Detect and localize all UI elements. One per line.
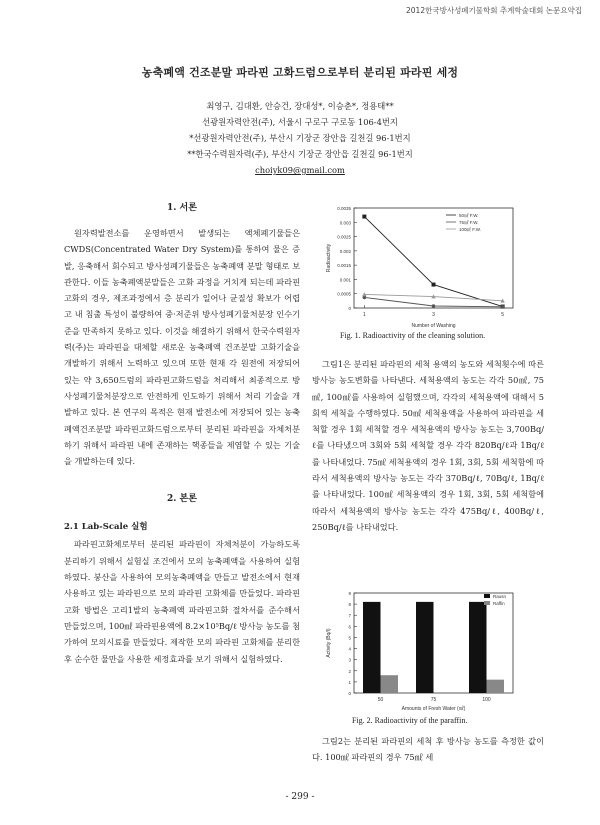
fig2-bar-chart (318, 585, 543, 717)
body-heading: 2. 본론 (167, 494, 197, 505)
legend-label: 50㎖ F.W. (459, 212, 479, 218)
x-tick-label: 75 (430, 697, 437, 703)
legend-label: 75㎖ F.W. (459, 219, 479, 225)
legend-swatch (484, 601, 490, 605)
figure-1 (318, 200, 543, 335)
x-tick-label: 5 (501, 312, 505, 318)
y-tick-label: 2 (348, 668, 351, 674)
fig1-caption: Fig. 1. Radioactivity of the cleaning solution. (340, 331, 486, 340)
y-tick-label: 0.0025 (337, 234, 351, 240)
data-point (362, 215, 366, 219)
y-tick-label: 0.0015 (337, 263, 351, 269)
x-tick-label: 50 (377, 697, 384, 703)
x-axis-label: Amounts of Fresh Water (㎖) (401, 706, 466, 712)
y-axis-label: Radioactivity (326, 243, 332, 273)
author-names: 최영구, 김대환, 안승건, 장대성*, 이승춘*, 정용태** (206, 101, 394, 111)
data-point (501, 305, 505, 309)
intro-heading: 1. 서론 (167, 203, 197, 213)
legend-label: Raffin (493, 601, 505, 606)
paper-title: 농축폐액 건조분말 파라핀 고화드럼으로부터 분리된 파라핀 세정 (141, 66, 459, 79)
y-tick-label: 0.003 (339, 220, 351, 226)
y-axis-label: Activity (Bq/l) (326, 628, 332, 658)
author-block (0, 98, 600, 178)
author-email[interactable]: choiyk09@gmail.com (255, 165, 345, 175)
y-tick-label: 0.0005 (337, 291, 351, 297)
plot-frame (354, 208, 513, 308)
bar (469, 602, 486, 693)
bar (381, 675, 398, 693)
fig2-caption: Fig. 2. Radioactivity of the paraffin. (352, 716, 468, 725)
y-tick-label: 0 (348, 306, 351, 311)
conference-header: 2012한국방사성폐기물학회 추계학술대회 논문요약집 (406, 6, 582, 15)
intro-paragraph: 원자력발전소를 운영하면서 발생되는 액체폐기물들은 CWDS(Concentrated Water Dry System)를 통하여 물은 증발, 응축해서 회수되고 방사성폐기물들은 농축폐액 분말 형태로 보관한다. 이들 농축폐액분말들은 고화 과정을 거치게 되는데 파라핀 고화의 경우, 제조과정에서 층 분리가 일어나 균질성 확보가 어렵고 내 침출 특성이 불량하여 중·저준위 방사성폐기물처분장 인수기준을 만족하지 못하고 있다. 이것을 해결하기 위해서 한국수력원자력(주)는 파라핀을 대체할 새로운 농축폐액 건조분말 고화기술을 개발하기 위해서 노력하고 있으며 또한 현재 각 원전에 저장되어 있는 약 3,650드럼의 파라핀고화드럼을 처리해서 최종적으로 방사성폐기물처분장으로 안전하게 인도하기 위해서 처리 기술을 개발하고 있다. 본 연구의 목적은 현재 발전소에 저장되어 있는 농축폐액건조분말 파라핀고화드럼으로부터 분리된 파라핀을 자체처분하기 위해서 파라핀 내에 존재하는 핵종들을 제염할 수 있는 기술을 개발하는데 있다. (64, 228, 300, 467)
x-tick-label: 1 (362, 312, 366, 318)
y-tick-label: 0.001 (339, 277, 351, 283)
y-tick-label: 4 (348, 646, 351, 652)
y-tick-label: 7 (348, 613, 351, 619)
legend-swatch (484, 594, 490, 598)
subsection-paragraph: 파라핀고화체로부터 분리된 파라핀이 자체처분이 가능하도록 분리하기 위해서 실험실 조건에서 모의 농축폐액을 사용하여 실험하였다. 붕산을 사용하여 모의농축폐액을 만들고 발전소에서 현재 사용하고 있는 파라핀으로 모의 파라핀 고화체를 만들었다. 파라핀고화 방법은 고리1발의 농축폐액 파라핀고화 절차서를 준수해서 만들었으며, 100㎖ 파라핀용액에 8.2×10⁵Bq/ℓ 방사능 농도를 첨가하여 모의시료를 만들었다. 제작한 모의 파라핀 고화체를 분리한 후 순수한 물만을 사용한 세정효과를 보기 위해서 실험하였다. (64, 539, 300, 664)
x-axis-label: Number of Washing (411, 323, 456, 329)
x-tick-label: 3 (432, 312, 435, 318)
y-tick-label: 0.002 (339, 248, 351, 254)
y-tick-label: 0 (348, 691, 351, 696)
figure2-discussion: 그림2는 분리된 파라핀의 세척 후 방사능 농도를 측정한 값이다. 100㎖ 파라핀의 경우 75㎖ 세 (312, 736, 544, 763)
data-point (432, 304, 436, 308)
affiliation-1: 선광원자력안전(주), 서울시 구로구 구로동 106-4번지 (202, 117, 398, 127)
y-tick-label: 9 (348, 591, 351, 596)
bar (487, 680, 504, 693)
bar (416, 602, 433, 693)
bar (363, 602, 380, 693)
fig1-line-chart (318, 200, 543, 335)
figure-2 (318, 585, 543, 717)
y-tick-label: 0.0035 (337, 206, 351, 211)
page-number: - 299 - (285, 792, 315, 802)
affiliation-2: *선광원자력안전(주), 부산시 기장군 장안읍 길천길 96-1번지 (189, 133, 411, 143)
y-tick-label: 1 (348, 679, 351, 685)
y-tick-label: 3 (348, 657, 351, 663)
y-tick-label: 8 (348, 602, 351, 608)
y-tick-label: 5 (348, 635, 351, 641)
subsection-heading: 2.1 Lab-Scale 실험 (64, 522, 148, 533)
left-column (64, 200, 300, 667)
y-tick-label: 6 (348, 624, 351, 630)
x-tick-label: 100 (482, 697, 491, 703)
figure1-discussion: 그림1은 분리된 파라핀의 세척 용액의 농도와 세척횟수에 따른 방사능 농도변화를 나타낸다. 세척용액의 농도는 각각 50㎖, 75㎖, 100㎖를 사용하여 실험했으며, 각각의 세척용액에 대해서 5회씩 세척을 수행하였다. 50㎖ 세척용액을 사용하여 파라핀을 세척할 경우 1회 세척할 경우 세척용액의 방사능 농도는 3,700Bq/ℓ를 나타냈으며 3회와 5회 세척할 경우 각각 820Bq/ℓ과 1Bq/ℓ를 나타내었다. 75㎖ 세척용액의 경우 1회, 3회, 5회 세척함에 따라서 세척용액의 방사능 농도는 각각 370Bq/ℓ, 70Bq/ℓ, 1Bq/ℓ를 나타내었다. 100㎖ 세척용액의 경우 1회, 3회, 5회 세척함에 따라서 세척용액의 방사능 농도는 각각 475Bq/ℓ, 400Bq/ℓ, 250Bq/ℓ를 나타내었다. (312, 359, 544, 532)
affiliation-3: **한국수력원자력(주), 부산시 기장군 장안읍 길천길 96-1번지 (187, 149, 413, 159)
data-point (432, 283, 436, 287)
legend-label: Raosn (493, 594, 507, 599)
series-line (364, 217, 502, 307)
legend-label: 100㎖ F.W. (459, 226, 482, 232)
